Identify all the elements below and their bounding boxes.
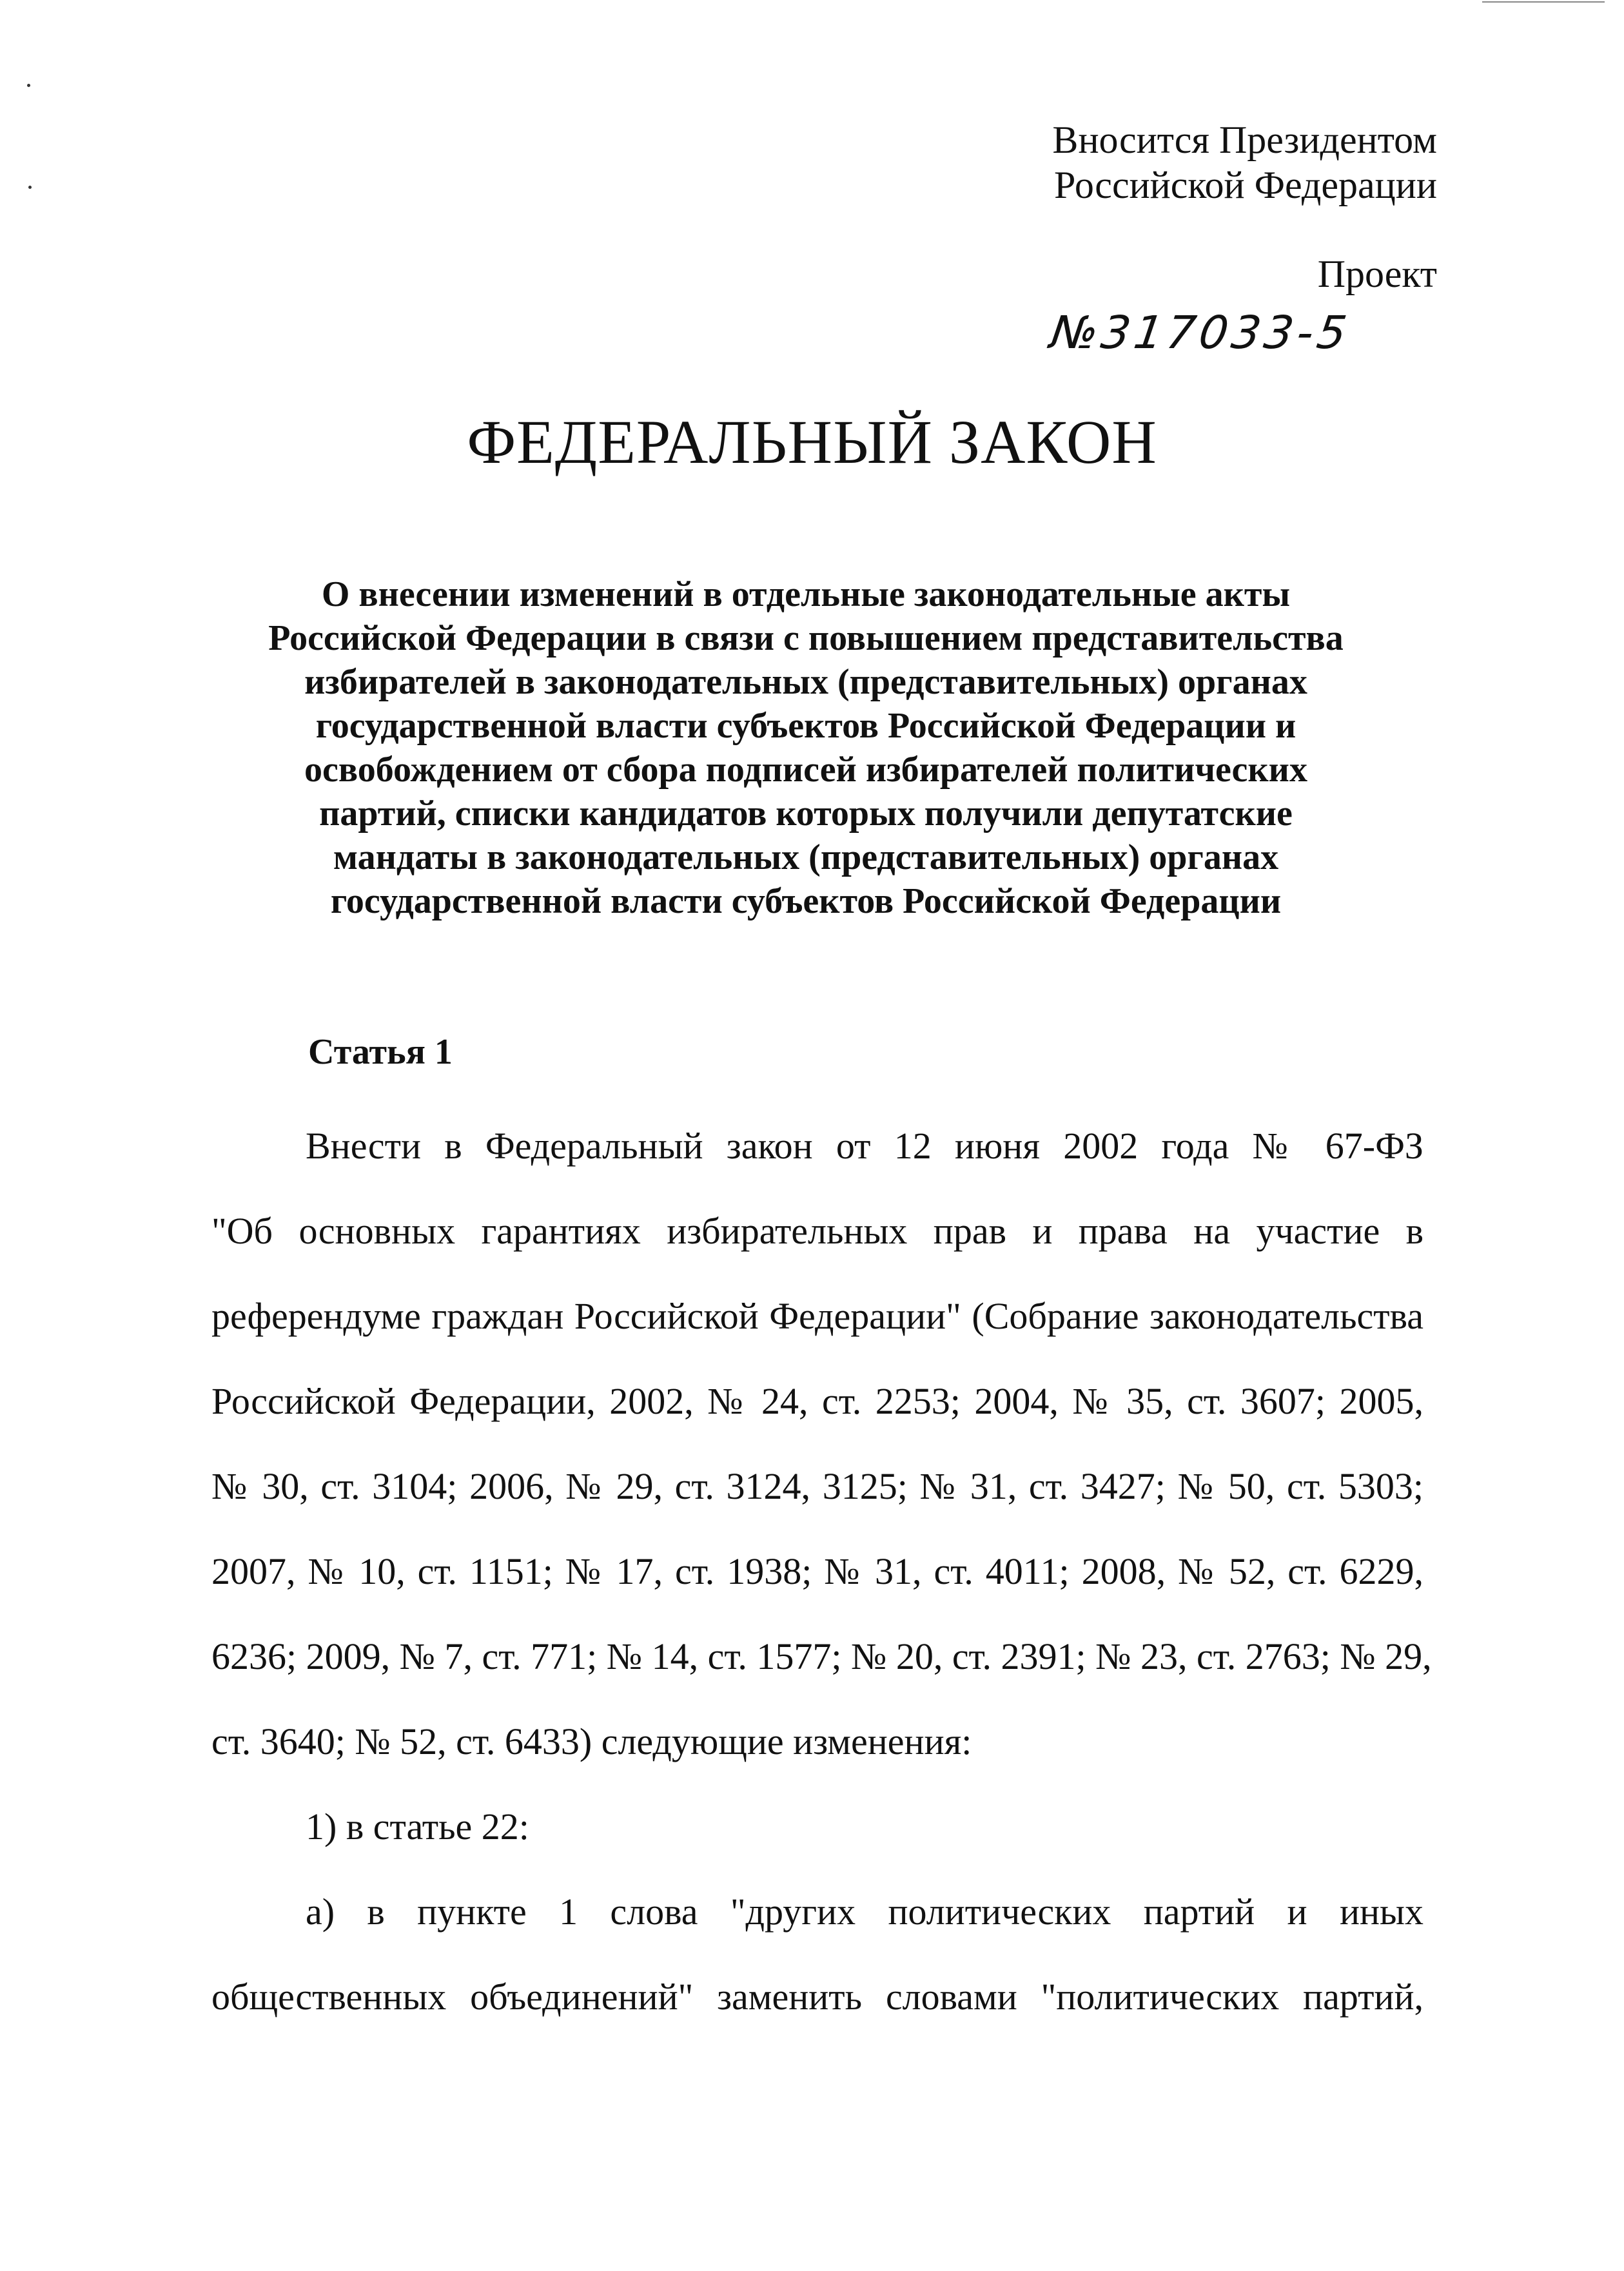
subtitle-line: О внесении изменений в отдельные законодательные акты	[321, 574, 1291, 614]
subtitle-line: государственной власти субъектов Российской Федерации и	[315, 706, 1296, 746]
body-line: референдуме граждан Российской Федерации" (Собрание законодательства	[211, 1295, 1423, 1337]
scan-speck	[27, 84, 30, 87]
body-line: Российской Федерации, 2002, № 24, ст. 2253; 2004, № 35, ст. 3607; 2005,	[211, 1380, 1423, 1422]
subtitle-line: Российской Федерации в связи с повышением представительства	[268, 618, 1344, 658]
article-heading: Статья 1	[308, 1032, 453, 1072]
handwritten-registration-number: №317033-5	[1047, 306, 1354, 359]
body-line: 6236; 2009, № 7, ст. 771; № 14, ст. 1577; № 20, ст. 2391; № 23, ст. 2763; № 29,	[211, 1635, 1432, 1677]
document-subtitle	[193, 572, 1418, 923]
scan-speck	[28, 186, 32, 189]
subtitle-line: партий, списки кандидатов которых получили депутатские	[319, 794, 1293, 833]
body-line: ст. 3640; № 52, ст. 6433) следующие изменения:	[211, 1720, 972, 1762]
introduced-by-line1: Вносится Президентом	[1052, 119, 1437, 161]
scan-edge-line	[1482, 1, 1605, 3]
document-title: ФЕДЕРАЛЬНЫЙ ЗАКОН	[467, 407, 1157, 476]
body-line: общественных объединений" заменить словами "политических партий,	[211, 1976, 1423, 2018]
body-line: а) в пункте 1 слова "других политических партий и иных	[306, 1891, 1423, 1933]
subtitle-line: избирателей в законодательных (представительных) органах	[304, 662, 1307, 702]
body-line: 2007, № 10, ст. 1151; № 17, ст. 1938; № 31, ст. 4011; 2008, № 52, ст. 6229,	[211, 1550, 1423, 1592]
draft-label: Проект	[1317, 253, 1437, 295]
body-line: 1) в статье 22:	[306, 1806, 529, 1847]
introduced-by	[1052, 117, 1437, 208]
subtitle-line: мандаты в законодательных (представительных) органах	[333, 837, 1279, 877]
subtitle-line: освобождением от сбора подписей избирателей политических	[304, 750, 1307, 790]
body-line: № 30, ст. 3104; 2006, № 29, ст. 3124, 3125; № 31, ст. 3427; № 50, ст. 5303;	[211, 1465, 1423, 1507]
body-line: "Об основных гарантиях избирательных прав и права на участие в	[211, 1210, 1423, 1252]
introduced-by-line2: Российской Федерации	[1053, 164, 1437, 206]
body-line: Внести в Федеральный закон от 12 июня 2002 года № 67-ФЗ	[306, 1125, 1423, 1167]
subtitle-line: государственной власти субъектов Российской Федерации	[330, 881, 1282, 921]
article-body	[211, 1104, 1432, 2040]
